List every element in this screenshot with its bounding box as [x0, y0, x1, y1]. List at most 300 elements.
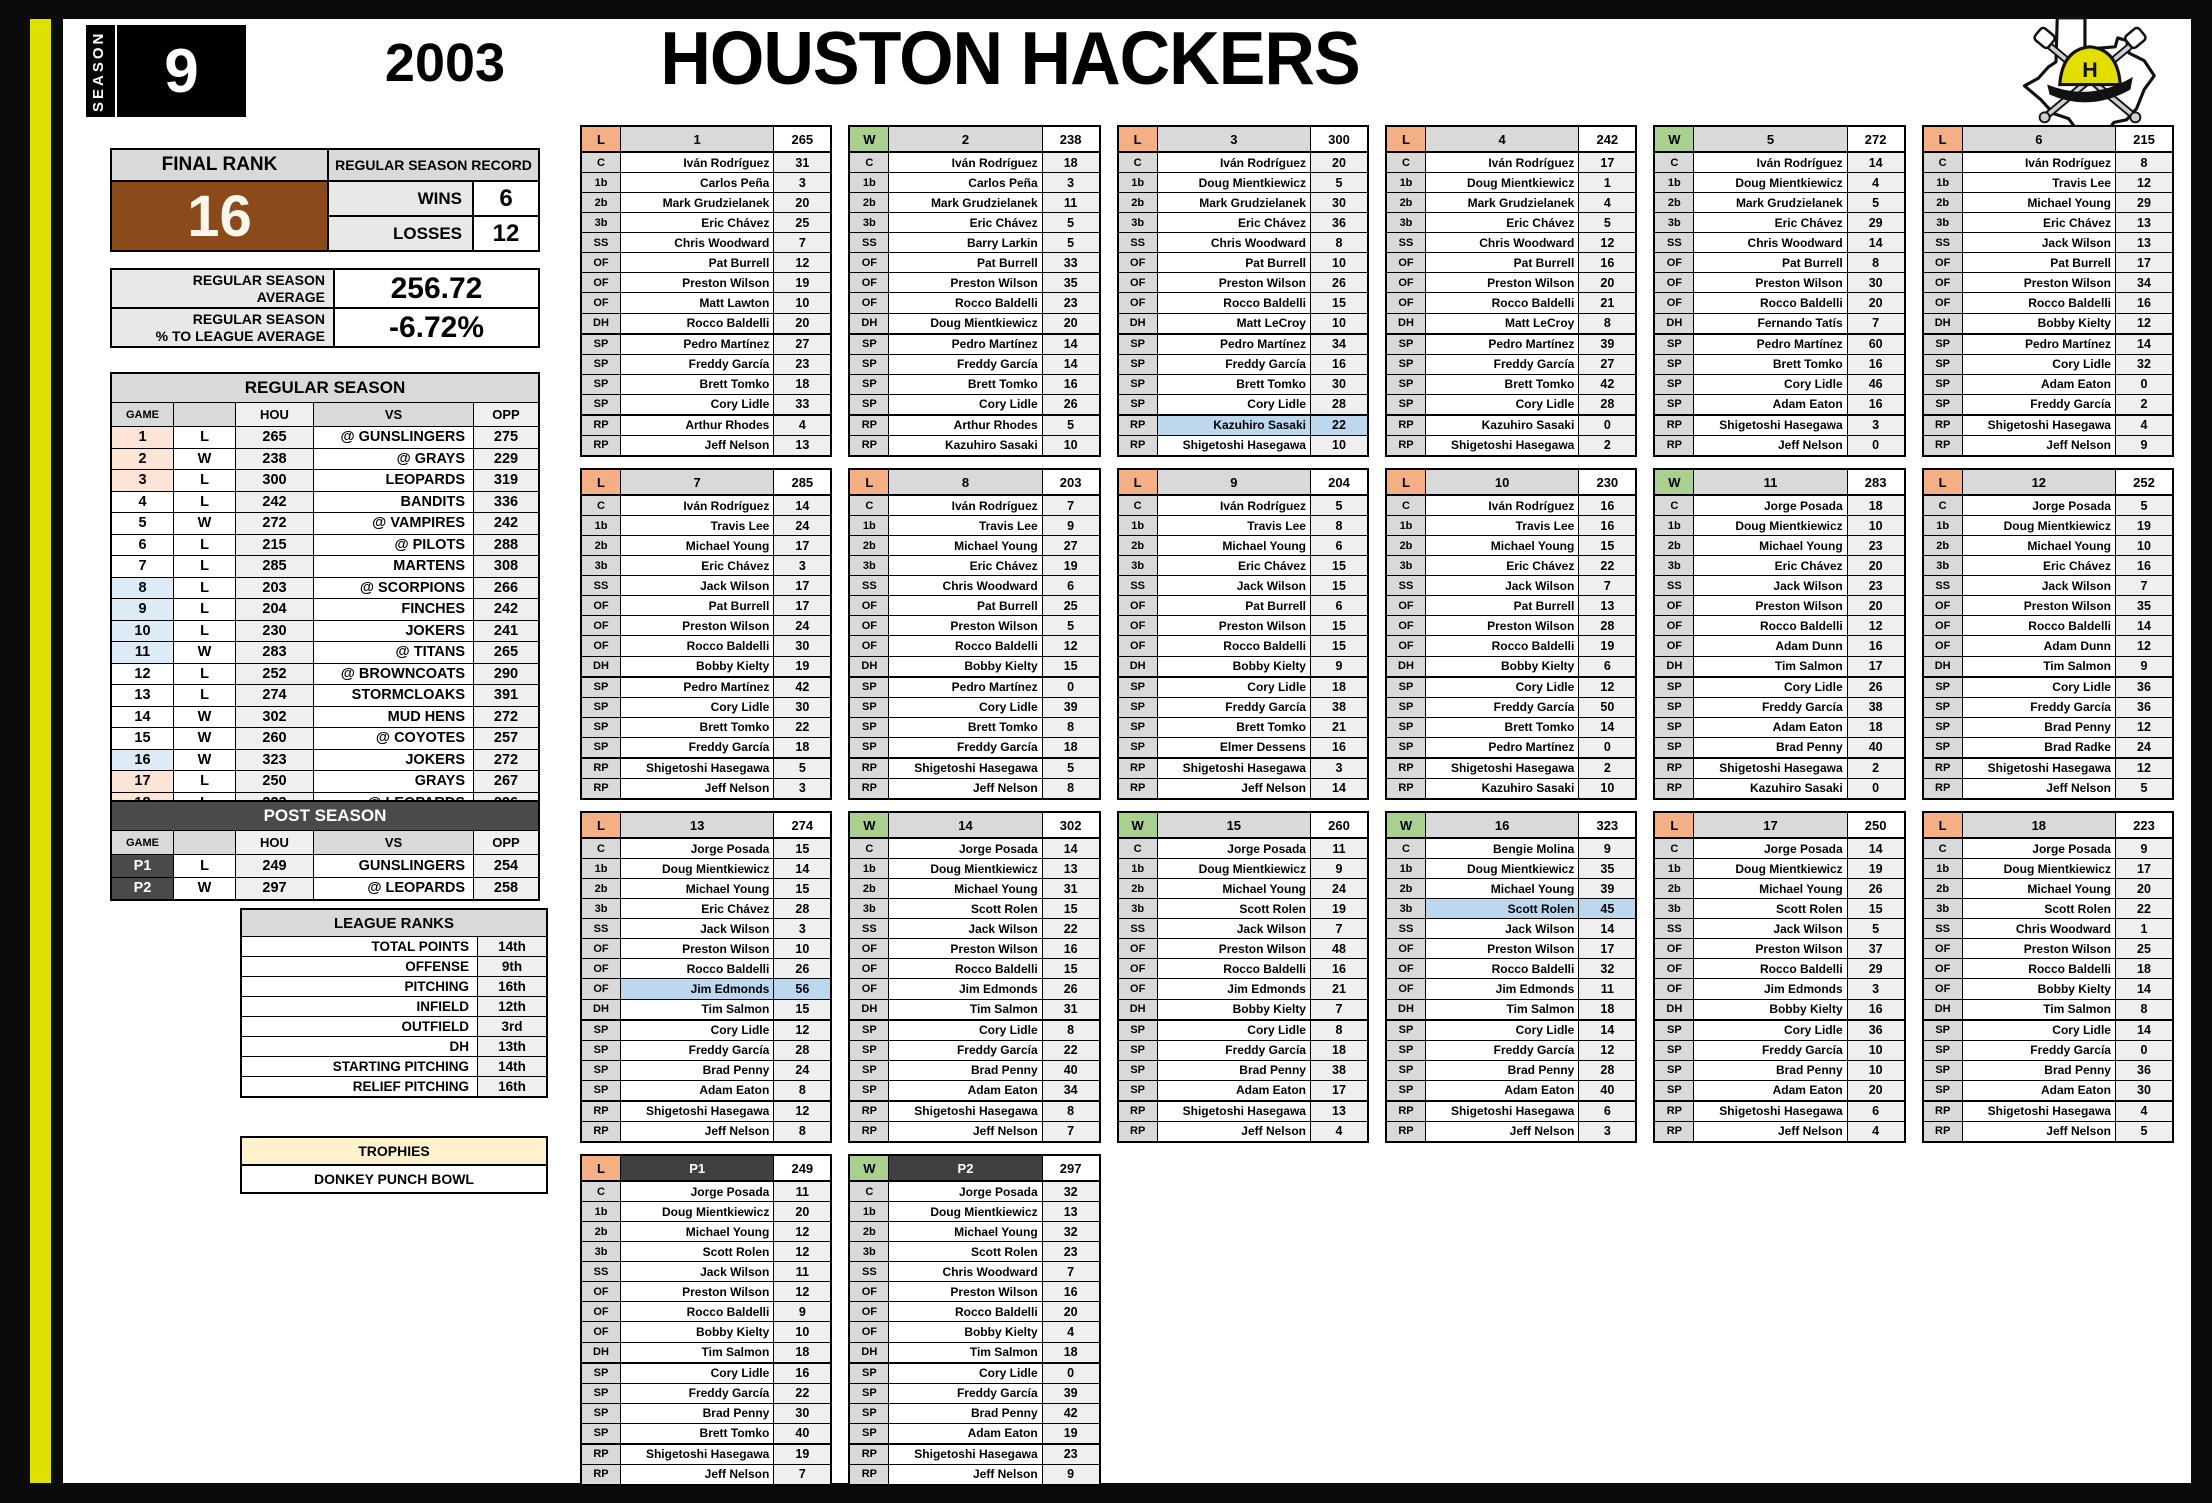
player-points-cell[interactable]: 25 — [1042, 596, 1099, 615]
player-name-cell[interactable]: Preston Wilson — [1158, 939, 1310, 958]
player-points-cell[interactable]: 26 — [773, 959, 830, 978]
player-name-cell[interactable]: Iván Rodríguez — [621, 153, 773, 172]
player-name-cell[interactable]: Scott Rolen — [1694, 899, 1846, 918]
player-points-cell[interactable]: 24 — [773, 1061, 830, 1080]
opponent-cell[interactable]: JOKERS — [314, 621, 474, 642]
player-name-cell[interactable]: Jeff Nelson — [621, 1122, 773, 1141]
player-name-cell[interactable]: Freddy García — [1426, 698, 1578, 717]
player-name-cell[interactable]: Doug Mientkiewicz — [889, 314, 1041, 333]
opp-score-cell[interactable]: 308 — [474, 556, 538, 577]
player-name-cell[interactable]: Jack Wilson — [1426, 919, 1578, 938]
player-name-cell[interactable]: Jack Wilson — [1694, 576, 1846, 595]
player-name-cell[interactable]: Freddy García — [889, 1384, 1041, 1403]
opponent-cell[interactable]: @ VAMPIRES — [314, 513, 474, 534]
player-name-cell[interactable]: Michael Young — [621, 1222, 773, 1241]
player-points-cell[interactable]: 60 — [1847, 335, 1904, 354]
player-name-cell[interactable]: Freddy García — [1158, 698, 1310, 717]
player-name-cell[interactable]: Freddy García — [1963, 1041, 2115, 1060]
player-name-cell[interactable]: Adam Eaton — [1694, 1081, 1846, 1100]
player-name-cell[interactable]: Cory Lidle — [889, 698, 1041, 717]
player-points-cell[interactable]: 16 — [1042, 375, 1099, 394]
player-points-cell[interactable]: 13 — [2115, 213, 2172, 232]
player-name-cell[interactable]: Scott Rolen — [1963, 899, 2115, 918]
player-points-cell[interactable]: 18 — [1042, 153, 1099, 172]
player-name-cell[interactable]: Jeff Nelson — [1694, 1122, 1846, 1141]
result-cell[interactable]: L — [174, 492, 236, 513]
game-number[interactable]: 4 — [1426, 127, 1579, 151]
player-name-cell[interactable]: Cory Lidle — [621, 698, 773, 717]
player-points-cell[interactable]: 26 — [1847, 879, 1904, 898]
player-points-cell[interactable]: 5 — [2115, 1122, 2172, 1141]
player-name-cell[interactable]: Iván Rodríguez — [1426, 496, 1578, 515]
player-name-cell[interactable]: Tim Salmon — [889, 1000, 1041, 1019]
player-name-cell[interactable]: Shigetoshi Hasegawa — [1963, 416, 2115, 435]
player-points-cell[interactable]: 10 — [773, 1322, 830, 1341]
team-total-score[interactable]: 300 — [1311, 127, 1367, 151]
player-points-cell[interactable]: 16 — [1847, 395, 1904, 414]
player-name-cell[interactable]: Chris Woodward — [1963, 919, 2115, 938]
player-name-cell[interactable]: Freddy García — [621, 1384, 773, 1403]
player-name-cell[interactable]: Shigetoshi Hasegawa — [889, 1445, 1041, 1464]
game-number-cell[interactable]: 8 — [112, 578, 174, 599]
player-name-cell[interactable]: Mark Grudzielanek — [621, 193, 773, 212]
opp-score-cell[interactable]: 258 — [474, 878, 538, 900]
player-points-cell[interactable]: 19 — [1042, 1424, 1099, 1443]
player-name-cell[interactable]: Pedro Martínez — [621, 678, 773, 697]
player-points-cell[interactable]: 7 — [2115, 576, 2172, 595]
opponent-cell[interactable]: @ TITANS — [314, 642, 474, 663]
player-name-cell[interactable]: Brad Penny — [1694, 1061, 1846, 1080]
player-name-cell[interactable]: Shigetoshi Hasegawa — [1694, 759, 1846, 778]
game-number-cell[interactable]: 5 — [112, 513, 174, 534]
player-points-cell[interactable]: 18 — [773, 738, 830, 757]
player-name-cell[interactable]: Brett Tomko — [621, 718, 773, 737]
player-points-cell[interactable]: 27 — [773, 335, 830, 354]
player-name-cell[interactable]: Bobby Kielty — [1694, 1000, 1846, 1019]
player-name-cell[interactable]: Jack Wilson — [1963, 576, 2115, 595]
player-points-cell[interactable]: 20 — [1847, 293, 1904, 312]
player-name-cell[interactable]: Chris Woodward — [621, 233, 773, 252]
game-number[interactable]: 15 — [1158, 813, 1311, 837]
result-cell[interactable]: L — [174, 599, 236, 620]
player-points-cell[interactable]: 46 — [1847, 375, 1904, 394]
player-points-cell[interactable]: 21 — [1578, 293, 1635, 312]
result-cell[interactable]: L — [174, 664, 236, 685]
player-name-cell[interactable]: Shigetoshi Hasegawa — [621, 1102, 773, 1121]
player-points-cell[interactable]: 20 — [1847, 1081, 1904, 1100]
player-name-cell[interactable]: Cory Lidle — [1694, 375, 1846, 394]
player-points-cell[interactable]: 0 — [1578, 416, 1635, 435]
team-total-score[interactable]: 249 — [774, 1156, 830, 1180]
rank-value[interactable]: 12th — [478, 997, 546, 1016]
player-name-cell[interactable]: Iván Rodríguez — [1426, 153, 1578, 172]
player-points-cell[interactable]: 15 — [1042, 959, 1099, 978]
player-points-cell[interactable]: 5 — [1310, 496, 1367, 515]
player-name-cell[interactable]: Bobby Kielty — [1158, 657, 1310, 676]
player-name-cell[interactable]: Brad Penny — [621, 1404, 773, 1423]
player-name-cell[interactable]: Jack Wilson — [621, 919, 773, 938]
player-name-cell[interactable]: Jorge Posada — [889, 1182, 1041, 1201]
player-name-cell[interactable]: Doug Mientkiewicz — [1963, 516, 2115, 535]
player-points-cell[interactable]: 19 — [1310, 899, 1367, 918]
player-points-cell[interactable]: 30 — [1310, 193, 1367, 212]
player-name-cell[interactable]: Freddy García — [1426, 1041, 1578, 1060]
player-points-cell[interactable]: 15 — [1578, 536, 1635, 555]
player-points-cell[interactable]: 50 — [1578, 698, 1635, 717]
player-name-cell[interactable]: Iván Rodríguez — [889, 496, 1041, 515]
opp-score-cell[interactable]: 242 — [474, 513, 538, 534]
player-name-cell[interactable]: Rocco Baldelli — [889, 1302, 1041, 1321]
game-number-cell[interactable]: 9 — [112, 599, 174, 620]
player-name-cell[interactable]: Preston Wilson — [1694, 273, 1846, 292]
player-name-cell[interactable]: Brad Penny — [1694, 738, 1846, 757]
player-points-cell[interactable]: 38 — [1310, 1061, 1367, 1080]
player-points-cell[interactable]: 7 — [773, 1465, 830, 1484]
player-name-cell[interactable]: Rocco Baldelli — [1963, 616, 2115, 635]
result-cell[interactable]: W — [174, 707, 236, 728]
hou-score-cell[interactable]: 260 — [236, 728, 314, 749]
player-name-cell[interactable]: Michael Young — [1694, 536, 1846, 555]
player-points-cell[interactable]: 15 — [1042, 899, 1099, 918]
player-name-cell[interactable]: Jeff Nelson — [1426, 1122, 1578, 1141]
opp-score-cell[interactable]: 336 — [474, 492, 538, 513]
player-points-cell[interactable]: 40 — [1042, 1061, 1099, 1080]
player-points-cell[interactable]: 0 — [1042, 1364, 1099, 1383]
player-name-cell[interactable]: Tim Salmon — [1963, 1000, 2115, 1019]
player-points-cell[interactable]: 12 — [773, 1102, 830, 1121]
player-name-cell[interactable]: Michael Young — [889, 536, 1041, 555]
game-number[interactable]: 13 — [621, 813, 774, 837]
opp-score-cell[interactable]: 275 — [474, 427, 538, 448]
opponent-cell[interactable]: MUD HENS — [314, 707, 474, 728]
player-points-cell[interactable]: 14 — [1042, 839, 1099, 858]
player-name-cell[interactable]: Rocco Baldelli — [1426, 959, 1578, 978]
player-name-cell[interactable]: Eric Chávez — [1694, 213, 1846, 232]
hou-score-cell[interactable]: 323 — [236, 750, 314, 771]
player-points-cell[interactable]: 26 — [1310, 273, 1367, 292]
player-name-cell[interactable]: Bobby Kielty — [621, 657, 773, 676]
rank-value[interactable]: 16th — [478, 1077, 546, 1096]
team-total-score[interactable]: 203 — [1043, 470, 1099, 494]
result-cell[interactable]: W — [174, 642, 236, 663]
player-name-cell[interactable]: Preston Wilson — [621, 616, 773, 635]
player-points-cell[interactable]: 22 — [773, 1384, 830, 1403]
player-points-cell[interactable]: 36 — [2115, 678, 2172, 697]
player-points-cell[interactable]: 14 — [1310, 779, 1367, 798]
player-points-cell[interactable]: 33 — [1042, 253, 1099, 272]
team-total-score[interactable]: 250 — [1848, 813, 1904, 837]
result-cell[interactable]: L — [174, 427, 236, 448]
player-points-cell[interactable]: 17 — [1578, 153, 1635, 172]
player-points-cell[interactable]: 15 — [1847, 899, 1904, 918]
player-points-cell[interactable]: 22 — [2115, 899, 2172, 918]
player-name-cell[interactable]: Michael Young — [621, 879, 773, 898]
player-points-cell[interactable]: 20 — [1042, 314, 1099, 333]
opp-score-cell[interactable]: 391 — [474, 685, 538, 706]
player-points-cell[interactable]: 8 — [773, 1122, 830, 1141]
opp-score-cell[interactable]: 229 — [474, 449, 538, 470]
player-name-cell[interactable]: Brett Tomko — [1426, 718, 1578, 737]
opponent-cell[interactable]: GUNSLINGERS — [314, 855, 474, 877]
player-name-cell[interactable]: Eric Chávez — [621, 213, 773, 232]
player-points-cell[interactable]: 38 — [1310, 698, 1367, 717]
player-points-cell[interactable]: 11 — [1310, 839, 1367, 858]
player-name-cell[interactable]: Rocco Baldelli — [1426, 636, 1578, 655]
player-points-cell[interactable]: 5 — [2115, 496, 2172, 515]
player-points-cell[interactable]: 23 — [1042, 1445, 1099, 1464]
player-points-cell[interactable]: 28 — [773, 1041, 830, 1060]
hou-score-cell[interactable]: 272 — [236, 513, 314, 534]
player-name-cell[interactable]: Jack Wilson — [1694, 919, 1846, 938]
opp-score-cell[interactable]: 272 — [474, 707, 538, 728]
player-points-cell[interactable]: 17 — [2115, 859, 2172, 878]
player-points-cell[interactable]: 19 — [773, 1445, 830, 1464]
player-name-cell[interactable]: Freddy García — [621, 1041, 773, 1060]
player-points-cell[interactable]: 5 — [1847, 193, 1904, 212]
player-points-cell[interactable]: 5 — [1042, 213, 1099, 232]
player-name-cell[interactable]: Rocco Baldelli — [1158, 959, 1310, 978]
player-name-cell[interactable]: Brett Tomko — [889, 375, 1041, 394]
player-name-cell[interactable]: Cory Lidle — [889, 395, 1041, 414]
player-points-cell[interactable]: 8 — [1310, 516, 1367, 535]
player-name-cell[interactable]: Brad Penny — [1963, 718, 2115, 737]
team-total-score[interactable]: 242 — [1579, 127, 1635, 151]
player-points-cell[interactable]: 16 — [1042, 1282, 1099, 1301]
player-points-cell[interactable]: 2 — [1578, 759, 1635, 778]
player-points-cell[interactable]: 13 — [773, 436, 830, 455]
player-name-cell[interactable]: Cory Lidle — [621, 395, 773, 414]
player-name-cell[interactable]: Iván Rodríguez — [1694, 153, 1846, 172]
player-name-cell[interactable]: Travis Lee — [1963, 173, 2115, 192]
player-points-cell[interactable]: 19 — [2115, 516, 2172, 535]
player-points-cell[interactable]: 45 — [1578, 899, 1635, 918]
player-points-cell[interactable]: 6 — [1847, 1102, 1904, 1121]
player-points-cell[interactable]: 29 — [1847, 213, 1904, 232]
player-name-cell[interactable]: Cory Lidle — [1426, 678, 1578, 697]
game-number-cell[interactable]: 4 — [112, 492, 174, 513]
player-points-cell[interactable]: 30 — [773, 636, 830, 655]
player-points-cell[interactable]: 16 — [1310, 959, 1367, 978]
player-points-cell[interactable]: 20 — [2115, 879, 2172, 898]
player-name-cell[interactable]: Rocco Baldelli — [621, 636, 773, 655]
player-points-cell[interactable]: 7 — [1042, 1122, 1099, 1141]
player-points-cell[interactable]: 10 — [1310, 314, 1367, 333]
result-cell[interactable]: L — [174, 578, 236, 599]
player-points-cell[interactable]: 24 — [1310, 879, 1367, 898]
player-name-cell[interactable]: Arthur Rhodes — [889, 416, 1041, 435]
opp-score-cell[interactable]: 266 — [474, 578, 538, 599]
player-name-cell[interactable]: Adam Eaton — [1963, 1081, 2115, 1100]
player-points-cell[interactable]: 6 — [1310, 536, 1367, 555]
player-points-cell[interactable]: 27 — [1042, 536, 1099, 555]
game-number[interactable]: 1 — [621, 127, 774, 151]
player-name-cell[interactable]: Rocco Baldelli — [889, 293, 1041, 312]
player-points-cell[interactable]: 35 — [2115, 596, 2172, 615]
player-points-cell[interactable]: 2 — [1578, 436, 1635, 455]
player-name-cell[interactable]: Michael Young — [1963, 193, 2115, 212]
player-points-cell[interactable]: 3 — [1310, 759, 1367, 778]
player-name-cell[interactable]: Doug Mientkiewicz — [1694, 173, 1846, 192]
player-points-cell[interactable]: 11 — [1042, 193, 1099, 212]
player-points-cell[interactable]: 11 — [1578, 979, 1635, 998]
player-name-cell[interactable]: Preston Wilson — [1694, 596, 1846, 615]
player-points-cell[interactable]: 32 — [1042, 1222, 1099, 1241]
result-cell[interactable]: W — [174, 878, 236, 900]
player-name-cell[interactable]: Bobby Kielty — [1426, 657, 1578, 676]
player-name-cell[interactable]: Jeff Nelson — [889, 779, 1041, 798]
player-points-cell[interactable]: 4 — [1042, 1322, 1099, 1341]
player-points-cell[interactable]: 6 — [1042, 576, 1099, 595]
player-name-cell[interactable]: Matt LeCroy — [1158, 314, 1310, 333]
player-points-cell[interactable]: 21 — [1310, 718, 1367, 737]
hou-score-cell[interactable]: 250 — [236, 771, 314, 792]
game-number[interactable]: 18 — [1963, 813, 2116, 837]
player-points-cell[interactable]: 10 — [1310, 253, 1367, 272]
opp-score-cell[interactable]: 272 — [474, 750, 538, 771]
game-number-cell[interactable]: 6 — [112, 535, 174, 556]
player-name-cell[interactable]: Pat Burrell — [1426, 596, 1578, 615]
player-name-cell[interactable]: Brad Penny — [889, 1404, 1041, 1423]
player-points-cell[interactable]: 9 — [2115, 436, 2172, 455]
game-number-cell[interactable]: 14 — [112, 707, 174, 728]
player-name-cell[interactable]: Brett Tomko — [621, 1424, 773, 1443]
player-points-cell[interactable]: 17 — [1310, 1081, 1367, 1100]
opponent-cell[interactable]: LEOPARDS — [314, 470, 474, 491]
player-points-cell[interactable]: 31 — [1042, 1000, 1099, 1019]
player-points-cell[interactable]: 39 — [1578, 879, 1635, 898]
game-number[interactable]: 11 — [1694, 470, 1847, 494]
player-points-cell[interactable]: 30 — [773, 1404, 830, 1423]
player-points-cell[interactable]: 14 — [2115, 335, 2172, 354]
player-points-cell[interactable]: 12 — [1578, 678, 1635, 697]
opp-score-cell[interactable]: 267 — [474, 771, 538, 792]
player-points-cell[interactable]: 5 — [773, 759, 830, 778]
player-name-cell[interactable]: Shigetoshi Hasegawa — [889, 759, 1041, 778]
player-points-cell[interactable]: 0 — [1042, 678, 1099, 697]
player-name-cell[interactable]: Michael Young — [1694, 879, 1846, 898]
player-points-cell[interactable]: 20 — [773, 193, 830, 212]
player-points-cell[interactable]: 16 — [1847, 1000, 1904, 1019]
player-points-cell[interactable]: 24 — [773, 516, 830, 535]
player-name-cell[interactable]: Chris Woodward — [889, 1262, 1041, 1281]
player-name-cell[interactable]: Preston Wilson — [1158, 273, 1310, 292]
player-name-cell[interactable]: Shigetoshi Hasegawa — [1426, 759, 1578, 778]
player-name-cell[interactable]: Preston Wilson — [889, 273, 1041, 292]
player-points-cell[interactable]: 12 — [2115, 173, 2172, 192]
player-points-cell[interactable]: 10 — [1847, 1061, 1904, 1080]
rank-value[interactable]: 13th — [478, 1037, 546, 1056]
player-name-cell[interactable]: Cory Lidle — [889, 1364, 1041, 1383]
hou-score-cell[interactable]: 242 — [236, 492, 314, 513]
game-number[interactable]: 10 — [1426, 470, 1579, 494]
result-cell[interactable]: L — [174, 685, 236, 706]
player-name-cell[interactable]: Doug Mientkiewicz — [1426, 859, 1578, 878]
player-points-cell[interactable]: 12 — [1042, 636, 1099, 655]
player-name-cell[interactable]: Shigetoshi Hasegawa — [1426, 1102, 1578, 1121]
player-name-cell[interactable]: Mark Grudzielanek — [1158, 193, 1310, 212]
player-name-cell[interactable]: Preston Wilson — [889, 939, 1041, 958]
player-points-cell[interactable]: 15 — [773, 839, 830, 858]
player-points-cell[interactable]: 14 — [1847, 839, 1904, 858]
player-name-cell[interactable]: Pedro Martínez — [1426, 738, 1578, 757]
player-name-cell[interactable]: Michael Young — [1158, 536, 1310, 555]
player-name-cell[interactable]: Pat Burrell — [621, 253, 773, 272]
player-name-cell[interactable]: Brad Penny — [889, 1061, 1041, 1080]
player-name-cell[interactable]: Pat Burrell — [1158, 596, 1310, 615]
team-total-score[interactable]: 302 — [1043, 813, 1099, 837]
player-points-cell[interactable]: 14 — [773, 859, 830, 878]
player-name-cell[interactable]: Carlos Peña — [621, 173, 773, 192]
player-name-cell[interactable]: Shigetoshi Hasegawa — [621, 1445, 773, 1464]
player-name-cell[interactable]: Doug Mientkiewicz — [889, 1202, 1041, 1221]
hou-score-cell[interactable]: 302 — [236, 707, 314, 728]
player-name-cell[interactable]: Rocco Baldelli — [621, 959, 773, 978]
player-name-cell[interactable]: Brett Tomko — [1158, 718, 1310, 737]
player-name-cell[interactable]: Adam Eaton — [1963, 375, 2115, 394]
opponent-cell[interactable]: @ BROWNCOATS — [314, 664, 474, 685]
opp-score-cell[interactable]: 254 — [474, 855, 538, 877]
player-points-cell[interactable]: 23 — [1847, 536, 1904, 555]
player-name-cell[interactable]: Jorge Posada — [621, 1182, 773, 1201]
player-name-cell[interactable]: Jeff Nelson — [1963, 779, 2115, 798]
player-name-cell[interactable]: Jeff Nelson — [889, 1465, 1041, 1484]
player-points-cell[interactable]: 13 — [1042, 1202, 1099, 1221]
player-points-cell[interactable]: 8 — [1042, 718, 1099, 737]
player-name-cell[interactable]: Preston Wilson — [621, 1282, 773, 1301]
player-points-cell[interactable]: 14 — [1578, 1021, 1635, 1040]
player-name-cell[interactable]: Fernando Tatís — [1694, 314, 1846, 333]
player-points-cell[interactable]: 5 — [1042, 616, 1099, 635]
player-name-cell[interactable]: Adam Eaton — [1158, 1081, 1310, 1100]
player-points-cell[interactable]: 30 — [1310, 375, 1367, 394]
player-points-cell[interactable]: 4 — [1847, 173, 1904, 192]
player-name-cell[interactable]: Pat Burrell — [1426, 253, 1578, 272]
player-points-cell[interactable]: 10 — [1310, 436, 1367, 455]
player-name-cell[interactable]: Jeff Nelson — [621, 1465, 773, 1484]
player-name-cell[interactable]: Jeff Nelson — [1963, 436, 2115, 455]
player-name-cell[interactable]: Eric Chávez — [1694, 556, 1846, 575]
player-name-cell[interactable]: Matt LeCroy — [1426, 314, 1578, 333]
player-name-cell[interactable]: Eric Chávez — [1158, 213, 1310, 232]
player-points-cell[interactable]: 0 — [1847, 779, 1904, 798]
hou-score-cell[interactable]: 215 — [236, 535, 314, 556]
rank-value[interactable]: 9th — [478, 957, 546, 976]
rank-value[interactable]: 3rd — [478, 1017, 546, 1036]
player-points-cell[interactable]: 11 — [773, 1182, 830, 1201]
player-points-cell[interactable]: 17 — [2115, 253, 2172, 272]
player-name-cell[interactable]: Jorge Posada — [1963, 496, 2115, 515]
player-name-cell[interactable]: Freddy García — [621, 738, 773, 757]
player-name-cell[interactable]: Jeff Nelson — [1963, 1122, 2115, 1141]
player-points-cell[interactable]: 18 — [1042, 1343, 1099, 1362]
player-name-cell[interactable]: Tim Salmon — [1963, 657, 2115, 676]
rank-value[interactable]: 14th — [478, 937, 546, 956]
player-name-cell[interactable]: Cory Lidle — [1963, 355, 2115, 374]
opp-score-cell[interactable]: 242 — [474, 599, 538, 620]
player-points-cell[interactable]: 9 — [1310, 859, 1367, 878]
player-name-cell[interactable]: Chris Woodward — [1426, 233, 1578, 252]
player-name-cell[interactable]: Preston Wilson — [621, 939, 773, 958]
player-name-cell[interactable]: Preston Wilson — [1963, 273, 2115, 292]
player-points-cell[interactable]: 8 — [2115, 1000, 2172, 1019]
player-points-cell[interactable]: 34 — [1042, 1081, 1099, 1100]
player-name-cell[interactable]: Barry Larkin — [889, 233, 1041, 252]
player-name-cell[interactable]: Pat Burrell — [1694, 253, 1846, 272]
player-points-cell[interactable]: 17 — [773, 536, 830, 555]
player-name-cell[interactable]: Cory Lidle — [621, 1364, 773, 1383]
player-name-cell[interactable]: Doug Mientkiewicz — [1158, 859, 1310, 878]
player-points-cell[interactable]: 18 — [1847, 718, 1904, 737]
